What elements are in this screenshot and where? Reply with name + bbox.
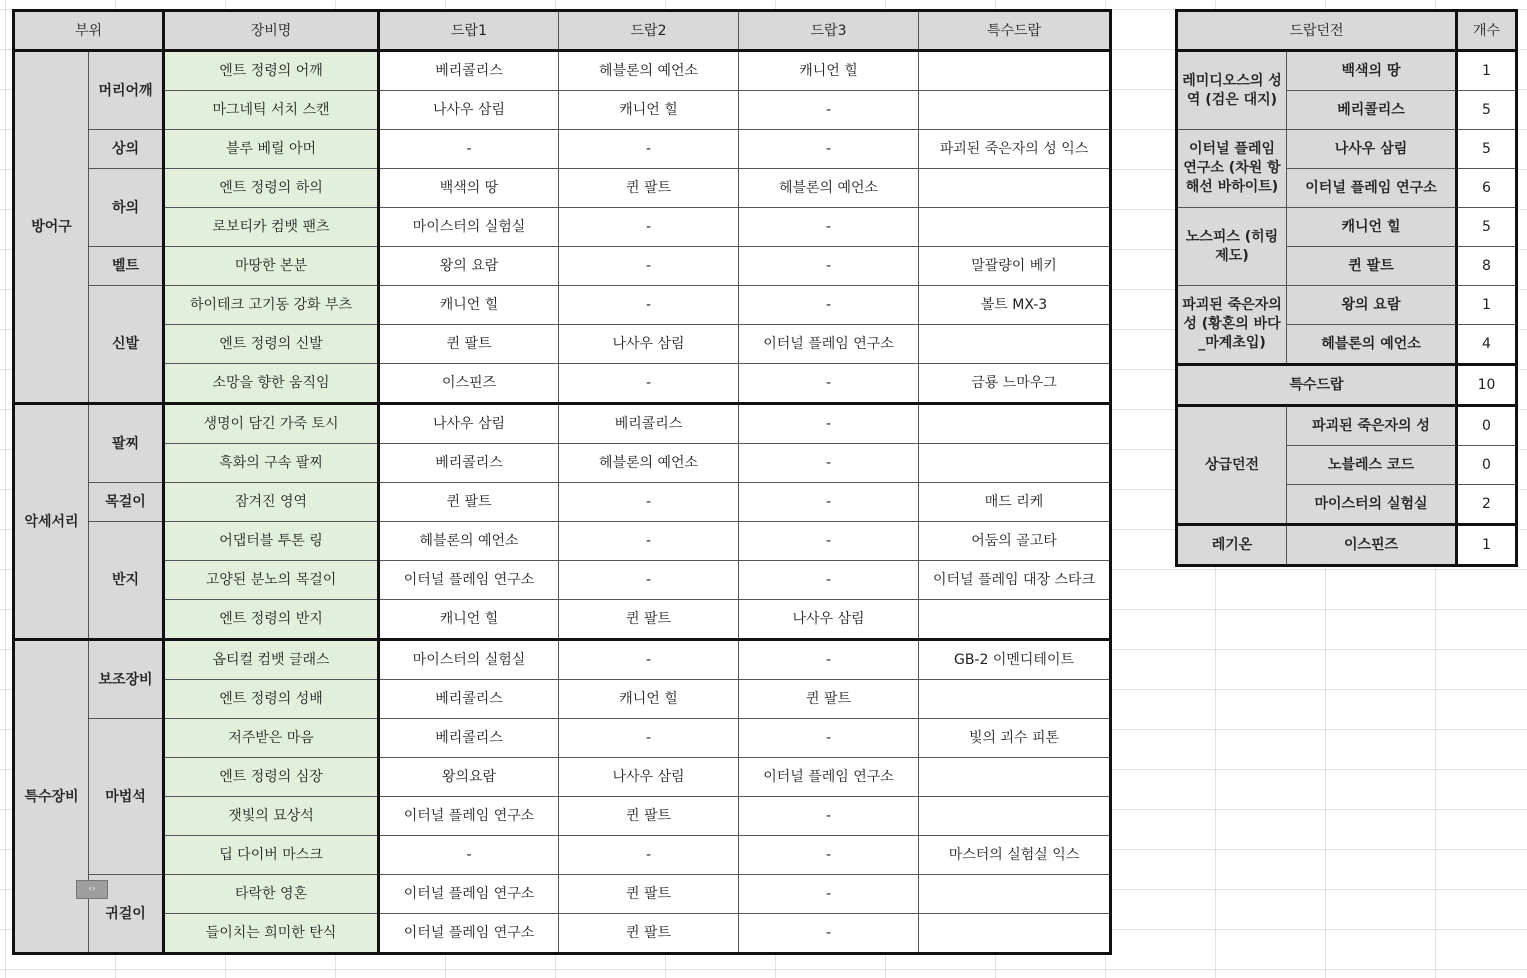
special-drop-cell[interactable] bbox=[919, 600, 1111, 640]
part-cell[interactable]: 특수장비 bbox=[14, 640, 89, 954]
slot-cell[interactable]: 머리어깨 bbox=[89, 51, 164, 130]
table-row bbox=[1177, 286, 1517, 325]
dungeon-cell[interactable]: 노블레스 코드 bbox=[1287, 446, 1457, 485]
equipment-name-cell[interactable]: 엔트 정령의 어깨 bbox=[164, 51, 379, 91]
drop3-cell[interactable]: - bbox=[739, 91, 919, 130]
drop3-cell[interactable]: - bbox=[739, 364, 919, 404]
count-cell[interactable]: 4 bbox=[1457, 325, 1517, 365]
drop1-cell[interactable]: 나사우 삼림 bbox=[379, 404, 559, 444]
count-cell[interactable]: 6 bbox=[1457, 169, 1517, 208]
drop1-cell[interactable]: 캐니언 힐 bbox=[379, 600, 559, 640]
drop3-cell[interactable]: 퀸 팔트 bbox=[739, 680, 919, 719]
special-drop-cell[interactable]: 마스터의 실험실 익스 bbox=[919, 836, 1111, 875]
drop1-cell[interactable]: 이터널 플레임 연구소 bbox=[379, 914, 559, 954]
header-special-drop[interactable]: 특수드랍 bbox=[919, 11, 1111, 51]
count-cell[interactable]: 5 bbox=[1457, 91, 1517, 130]
header-part[interactable]: 부위 bbox=[14, 11, 164, 51]
special-drop-cell[interactable] bbox=[919, 797, 1111, 836]
table-row bbox=[14, 286, 1111, 325]
drop2-cell[interactable]: 캐니언 힐 bbox=[559, 680, 739, 719]
table-row bbox=[14, 875, 1111, 914]
drop1-cell[interactable]: 이터널 플레임 연구소 bbox=[379, 561, 559, 600]
special-drop-cell[interactable] bbox=[919, 91, 1111, 130]
special-drop-cell[interactable]: 어둠의 골고타 bbox=[919, 522, 1111, 561]
header-row bbox=[14, 11, 1111, 51]
drop1-cell[interactable]: 왕의 요람 bbox=[379, 247, 559, 286]
drop2-cell[interactable]: - bbox=[559, 640, 739, 680]
table-row bbox=[14, 325, 1111, 364]
dungeon-group-cell[interactable]: 노스피스 (히링 제도) bbox=[1177, 208, 1287, 286]
equipment-name-cell[interactable]: 엔트 정령의 하의 bbox=[164, 169, 379, 208]
dungeon-cell[interactable]: 베리콜리스 bbox=[1287, 91, 1457, 130]
drop1-cell[interactable]: 캐니언 힐 bbox=[379, 286, 559, 325]
part-cell[interactable]: 방어구 bbox=[14, 51, 89, 404]
special-drop-cell[interactable]: 볼트 MX-3 bbox=[919, 286, 1111, 325]
drop3-cell[interactable]: - bbox=[739, 875, 919, 914]
drop3-cell[interactable]: - bbox=[739, 836, 919, 875]
header-count[interactable]: 개수 bbox=[1457, 11, 1517, 51]
dungeon-cell[interactable]: 파괴된 죽은자의 성 bbox=[1287, 406, 1457, 446]
slot-cell[interactable]: 팔찌 bbox=[89, 404, 164, 483]
table-row bbox=[14, 247, 1111, 286]
dungeon-group-cell[interactable]: 레미디오스의 성역 (검은 대지) bbox=[1177, 51, 1287, 130]
drop3-cell[interactable]: 이터널 플레임 연구소 bbox=[739, 758, 919, 797]
dungeon-cell[interactable]: 캐니언 힐 bbox=[1287, 208, 1457, 247]
table-row bbox=[14, 914, 1111, 954]
part-cell[interactable]: 악세서리 bbox=[14, 404, 89, 640]
drop2-cell[interactable]: 퀸 팔트 bbox=[559, 600, 739, 640]
equipment-name-cell[interactable]: 저주받은 마음 bbox=[164, 719, 379, 758]
drop3-cell[interactable]: - bbox=[739, 444, 919, 483]
header-drop-dungeon[interactable]: 드랍던전 bbox=[1177, 11, 1457, 51]
special-drop-cell[interactable] bbox=[919, 169, 1111, 208]
drop1-cell[interactable]: 백색의 땅 bbox=[379, 169, 559, 208]
drop1-cell[interactable]: 왕의요람 bbox=[379, 758, 559, 797]
drop3-cell[interactable]: 캐니언 힐 bbox=[739, 51, 919, 91]
header-equipment-name[interactable]: 장비명 bbox=[164, 11, 379, 51]
header-drop1[interactable]: 드랍1 bbox=[379, 11, 559, 51]
equipment-name-cell[interactable]: 엔트 정령의 성배 bbox=[164, 680, 379, 719]
drop3-cell[interactable]: - bbox=[739, 522, 919, 561]
slot-cell[interactable]: 귀걸이 bbox=[89, 875, 164, 954]
drop2-cell[interactable]: 나사우 삼림 bbox=[559, 325, 739, 364]
table-row bbox=[14, 404, 1111, 444]
drop1-cell[interactable]: 나사우 삼림 bbox=[379, 91, 559, 130]
dungeon-count-table bbox=[1175, 9, 1518, 567]
drop1-cell[interactable]: 이스핀즈 bbox=[379, 364, 559, 404]
table-row bbox=[1177, 208, 1517, 247]
header-drop2[interactable]: 드랍2 bbox=[559, 11, 739, 51]
drop3-cell[interactable]: - bbox=[739, 640, 919, 680]
drop2-cell[interactable]: - bbox=[559, 561, 739, 600]
count-cell[interactable]: 0 bbox=[1457, 446, 1517, 485]
special-drop-cell[interactable]: GB-2 이멘디테이트 bbox=[919, 640, 1111, 680]
special-drop-cell[interactable] bbox=[919, 325, 1111, 364]
drop1-cell[interactable]: 퀸 팔트 bbox=[379, 325, 559, 364]
table-row bbox=[14, 680, 1111, 719]
drop2-cell[interactable]: 퀸 팔트 bbox=[559, 169, 739, 208]
equipment-name-cell[interactable]: 소망을 향한 움직임 bbox=[164, 364, 379, 404]
drop2-cell[interactable]: 나사우 삼림 bbox=[559, 758, 739, 797]
table-row bbox=[14, 483, 1111, 522]
count-cell[interactable]: 1 bbox=[1457, 286, 1517, 325]
drop2-cell[interactable]: 퀸 팔트 bbox=[559, 914, 739, 954]
drop2-cell[interactable]: - bbox=[559, 286, 739, 325]
table-row bbox=[1177, 365, 1517, 406]
drop3-cell[interactable]: - bbox=[739, 247, 919, 286]
equipment-name-cell[interactable]: 로보티카 컴뱃 팬츠 bbox=[164, 208, 379, 247]
equipment-name-cell[interactable]: 고양된 분노의 목걸이 bbox=[164, 561, 379, 600]
equipment-name-cell[interactable]: 옵티컬 컴뱃 글래스 bbox=[164, 640, 379, 680]
table-row bbox=[14, 444, 1111, 483]
equipment-name-cell[interactable]: 하이테크 고기동 강화 부츠 bbox=[164, 286, 379, 325]
slot-cell[interactable]: 마법석 bbox=[89, 719, 164, 875]
equipment-name-cell[interactable]: 잠겨진 영역 bbox=[164, 483, 379, 522]
special-drop-cell[interactable]: 파괴된 죽은자의 성 익스 bbox=[919, 130, 1111, 169]
special-drop-cell[interactable] bbox=[919, 444, 1111, 483]
equipment-name-cell[interactable]: 들이치는 희미한 탄식 bbox=[164, 914, 379, 954]
special-drop-cell[interactable] bbox=[919, 680, 1111, 719]
drop3-cell[interactable]: 이터널 플레임 연구소 bbox=[739, 325, 919, 364]
table-row bbox=[14, 364, 1111, 404]
special-drop-cell[interactable]: 매드 리케 bbox=[919, 483, 1111, 522]
drop3-cell[interactable]: 헤블론의 예언소 bbox=[739, 169, 919, 208]
special-drop-cell[interactable] bbox=[919, 208, 1111, 247]
drop2-cell[interactable]: - bbox=[559, 483, 739, 522]
table-row bbox=[14, 51, 1111, 91]
slot-cell[interactable]: 하의 bbox=[89, 169, 164, 247]
count-cell[interactable]: 5 bbox=[1457, 130, 1517, 169]
drop2-cell[interactable]: 퀸 팔트 bbox=[559, 797, 739, 836]
slot-cell[interactable]: 보조장비 bbox=[89, 640, 164, 719]
count-cell[interactable]: 10 bbox=[1457, 365, 1517, 406]
equipment-name-cell[interactable]: 엔트 정령의 심장 bbox=[164, 758, 379, 797]
dungeon-cell[interactable]: 마이스터의 실험실 bbox=[1287, 485, 1457, 525]
dungeon-cell[interactable]: 이터널 플레임 연구소 bbox=[1287, 169, 1457, 208]
count-cell[interactable]: 5 bbox=[1457, 208, 1517, 247]
drop2-cell[interactable]: - bbox=[559, 719, 739, 758]
equipment-name-cell[interactable]: 생명이 담긴 가죽 토시 bbox=[164, 404, 379, 444]
drop3-cell[interactable]: 나사우 삼림 bbox=[739, 600, 919, 640]
drop1-cell[interactable]: 이터널 플레임 연구소 bbox=[379, 875, 559, 914]
dungeon-group-cell[interactable]: 상급던전 bbox=[1177, 406, 1287, 525]
drop2-cell[interactable]: 헤블론의 예언소 bbox=[559, 444, 739, 483]
drop1-cell[interactable]: 베리콜리스 bbox=[379, 51, 559, 91]
drop2-cell[interactable]: 퀸 팔트 bbox=[559, 875, 739, 914]
count-cell[interactable]: 8 bbox=[1457, 247, 1517, 286]
slot-cell[interactable]: 상의 bbox=[89, 130, 164, 169]
header-row bbox=[1177, 11, 1517, 51]
drop2-cell[interactable]: - bbox=[559, 247, 739, 286]
special-drop-cell[interactable] bbox=[919, 914, 1111, 954]
equipment-name-cell[interactable]: 마그네틱 서치 스캔 bbox=[164, 91, 379, 130]
drop2-cell[interactable]: - bbox=[559, 130, 739, 169]
special-drop-cell[interactable] bbox=[919, 758, 1111, 797]
count-cell[interactable]: 0 bbox=[1457, 406, 1517, 446]
drop1-cell[interactable]: 퀸 팔트 bbox=[379, 483, 559, 522]
table-row bbox=[14, 758, 1111, 797]
slot-cell[interactable]: 신발 bbox=[89, 286, 164, 404]
table-row bbox=[14, 169, 1111, 208]
special-drop-cell[interactable] bbox=[919, 404, 1111, 444]
drop3-cell[interactable]: - bbox=[739, 914, 919, 954]
equipment-name-cell[interactable]: 블루 베릴 아머 bbox=[164, 130, 379, 169]
dungeon-cell[interactable]: 나사우 삼림 bbox=[1287, 130, 1457, 169]
drop3-cell[interactable]: - bbox=[739, 797, 919, 836]
drop1-cell[interactable]: 베리콜리스 bbox=[379, 680, 559, 719]
count-cell[interactable]: 1 bbox=[1457, 51, 1517, 91]
special-drop-cell[interactable] bbox=[919, 875, 1111, 914]
drop1-cell[interactable]: - bbox=[379, 130, 559, 169]
count-cell[interactable]: 2 bbox=[1457, 485, 1517, 525]
dungeon-cell[interactable]: 퀸 팔트 bbox=[1287, 247, 1457, 286]
drop3-cell[interactable]: - bbox=[739, 130, 919, 169]
equipment-name-cell[interactable]: 엔트 정령의 반지 bbox=[164, 600, 379, 640]
dungeon-cell[interactable]: 이스핀즈 bbox=[1287, 525, 1457, 566]
drop2-cell[interactable]: 베리콜리스 bbox=[559, 404, 739, 444]
table-row bbox=[14, 208, 1111, 247]
equipment-drop-table bbox=[12, 9, 1112, 955]
table-row bbox=[14, 600, 1111, 640]
drop3-cell[interactable]: - bbox=[739, 483, 919, 522]
slot-cell[interactable]: 반지 bbox=[89, 522, 164, 640]
drop2-cell[interactable]: - bbox=[559, 836, 739, 875]
slot-cell[interactable]: 벨트 bbox=[89, 247, 164, 286]
dungeon-group-cell[interactable]: 파괴된 죽은자의 성 (황혼의 바다 _마계초입) bbox=[1177, 286, 1287, 365]
special-drop-cell[interactable]: 말괄량이 베키 bbox=[919, 247, 1111, 286]
dungeon-group-cell[interactable]: 이터널 플레임 연구소 (차원 항해선 바하이트) bbox=[1177, 130, 1287, 208]
equipment-name-cell[interactable]: 타락한 영혼 bbox=[164, 875, 379, 914]
equipment-name-cell[interactable]: 엔트 정령의 신발 bbox=[164, 325, 379, 364]
equipment-name-cell[interactable]: 마땅한 본분 bbox=[164, 247, 379, 286]
special-drop-cell[interactable] bbox=[919, 51, 1111, 91]
drop3-cell[interactable]: - bbox=[739, 208, 919, 247]
drop1-cell[interactable]: 베리콜리스 bbox=[379, 719, 559, 758]
table-row bbox=[14, 836, 1111, 875]
special-drop-label[interactable]: 특수드랍 bbox=[1177, 365, 1457, 406]
equipment-name-cell[interactable]: 잿빛의 묘상석 bbox=[164, 797, 379, 836]
table-row bbox=[14, 522, 1111, 561]
table-row bbox=[1177, 525, 1517, 566]
dungeon-cell[interactable]: 헤블론의 예언소 bbox=[1287, 325, 1457, 365]
table-row bbox=[1177, 406, 1517, 446]
table-row bbox=[14, 640, 1111, 680]
table-row bbox=[1177, 130, 1517, 169]
drop1-cell[interactable]: 이터널 플레임 연구소 bbox=[379, 797, 559, 836]
equipment-name-cell[interactable]: 어댑터블 투톤 링 bbox=[164, 522, 379, 561]
equipment-name-cell[interactable]: 딥 다이버 마스크 bbox=[164, 836, 379, 875]
table-row bbox=[14, 719, 1111, 758]
drop1-cell[interactable]: 헤블론의 예언소 bbox=[379, 522, 559, 561]
dungeon-cell[interactable]: 왕의 요람 bbox=[1287, 286, 1457, 325]
count-cell[interactable]: 1 bbox=[1457, 525, 1517, 566]
table-row bbox=[14, 561, 1111, 600]
drop3-cell[interactable]: - bbox=[739, 561, 919, 600]
slot-cell[interactable]: 목걸이 bbox=[89, 483, 164, 522]
drop1-cell[interactable]: 마이스터의 실험실 bbox=[379, 208, 559, 247]
drop2-cell[interactable]: - bbox=[559, 208, 739, 247]
dungeon-group-cell[interactable]: 레기온 bbox=[1177, 525, 1287, 566]
special-drop-cell[interactable]: 이터널 플레임 대장 스타크 bbox=[919, 561, 1111, 600]
table-row bbox=[14, 91, 1111, 130]
header-drop3[interactable]: 드랍3 bbox=[739, 11, 919, 51]
drop3-cell[interactable]: - bbox=[739, 719, 919, 758]
special-drop-cell[interactable]: 빛의 괴수 피톤 bbox=[919, 719, 1111, 758]
drop1-cell[interactable]: 마이스터의 실험실 bbox=[379, 640, 559, 680]
drop1-cell[interactable]: 베리콜리스 bbox=[379, 444, 559, 483]
special-drop-cell[interactable]: 금룡 느마우그 bbox=[919, 364, 1111, 404]
table-row bbox=[14, 130, 1111, 169]
drop2-cell[interactable]: - bbox=[559, 522, 739, 561]
drop2-cell[interactable]: 캐니언 힐 bbox=[559, 91, 739, 130]
drop2-cell[interactable]: - bbox=[559, 364, 739, 404]
drop3-cell[interactable]: - bbox=[739, 404, 919, 444]
paste-options-icon[interactable]: ‹› bbox=[76, 880, 108, 899]
dungeon-cell[interactable]: 백색의 땅 bbox=[1287, 51, 1457, 91]
table-row bbox=[14, 797, 1111, 836]
drop3-cell[interactable]: - bbox=[739, 286, 919, 325]
table-row bbox=[1177, 51, 1517, 91]
drop1-cell[interactable]: - bbox=[379, 836, 559, 875]
drop2-cell[interactable]: 헤블론의 예언소 bbox=[559, 51, 739, 91]
equipment-name-cell[interactable]: 흑화의 구속 팔찌 bbox=[164, 444, 379, 483]
